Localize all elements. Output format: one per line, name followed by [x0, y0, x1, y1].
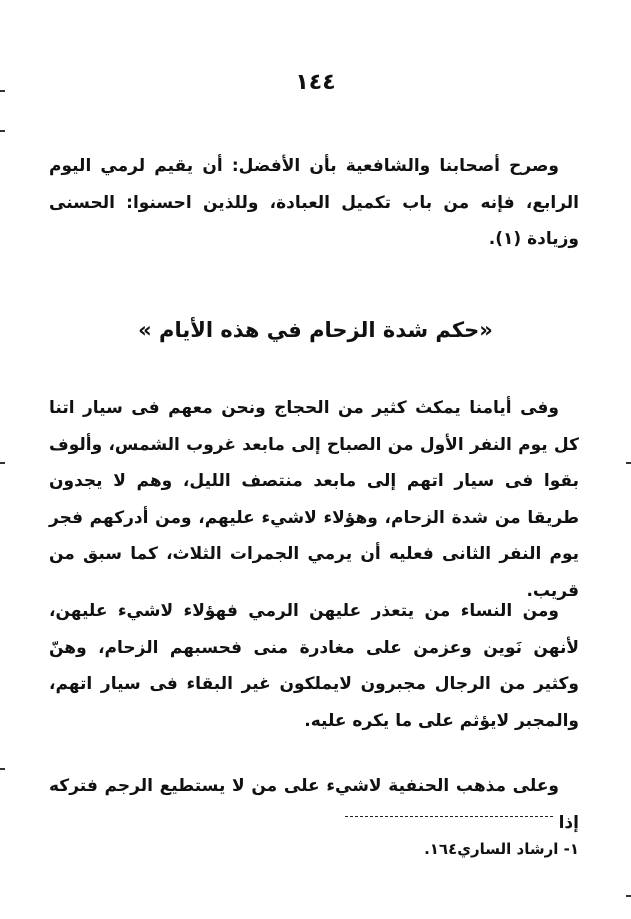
- scan-margin-mark: [0, 462, 5, 464]
- intro-paragraph-block: [49, 148, 579, 258]
- page-number: ١٤٤: [295, 70, 336, 95]
- paragraph-crowding: وفى أيامنا يمكث كثير من الحجاج ونحن معهم فى سيار اتنا كل يوم النفر الأول من الصباح إلى مابعد غروب الشمس، وألوف بقوا فى سيار اتهم إلى مابعد منتصف الليل، وهم لا يجدون طريقا من شدة الزحام، وهؤلاء لاشيء عليهم، ومن أدركهم فجر يوم النفر الثانى فعليه أن يرمي الجمرات الثلاث، كما سبق من قريب.: [49, 398, 579, 601]
- section-heading: «حكم شدة الزحام في هذه الأيام »: [138, 318, 493, 342]
- paragraph-hanafi: وعلى مذهب الحنفية لاشيء على من لا يستطيع الرجم فتركه إذا: [49, 776, 579, 833]
- scan-margin-mark: [0, 130, 5, 132]
- main-paragraph-block-2: [49, 593, 579, 739]
- scan-margin-mark: [0, 90, 5, 92]
- paragraph-women: ومن النساء من يتعذر عليهن الرمي فهؤلاء لاشيء عليهن، لأنهن نَوين وعزمن على مغادرة منى فحسبهم الزحام، وهنّ وكثير من الرجال مجبرون لايملكون غير البقاء فى سيار اتهم، والمجبر لايؤثم على ما يكره عليه.: [49, 601, 579, 731]
- scan-margin-mark: [626, 462, 631, 464]
- scan-margin-mark: [0, 768, 5, 770]
- footnote-divider: [345, 816, 553, 817]
- footnote: ١- ارشاد الساري١٦٤.: [424, 840, 579, 858]
- intro-paragraph: وصرح أصحابنا والشافعية بأن الأفضل: أن يقيم لرمي اليوم الرابع، فإنه من باب تكميل العبادة، وللذين احسنوا: الحسنى وزيادة (١).: [49, 156, 579, 249]
- main-paragraph-block-3: [49, 768, 579, 841]
- scan-margin-mark: [626, 895, 631, 897]
- main-paragraph-block-1: [49, 390, 579, 609]
